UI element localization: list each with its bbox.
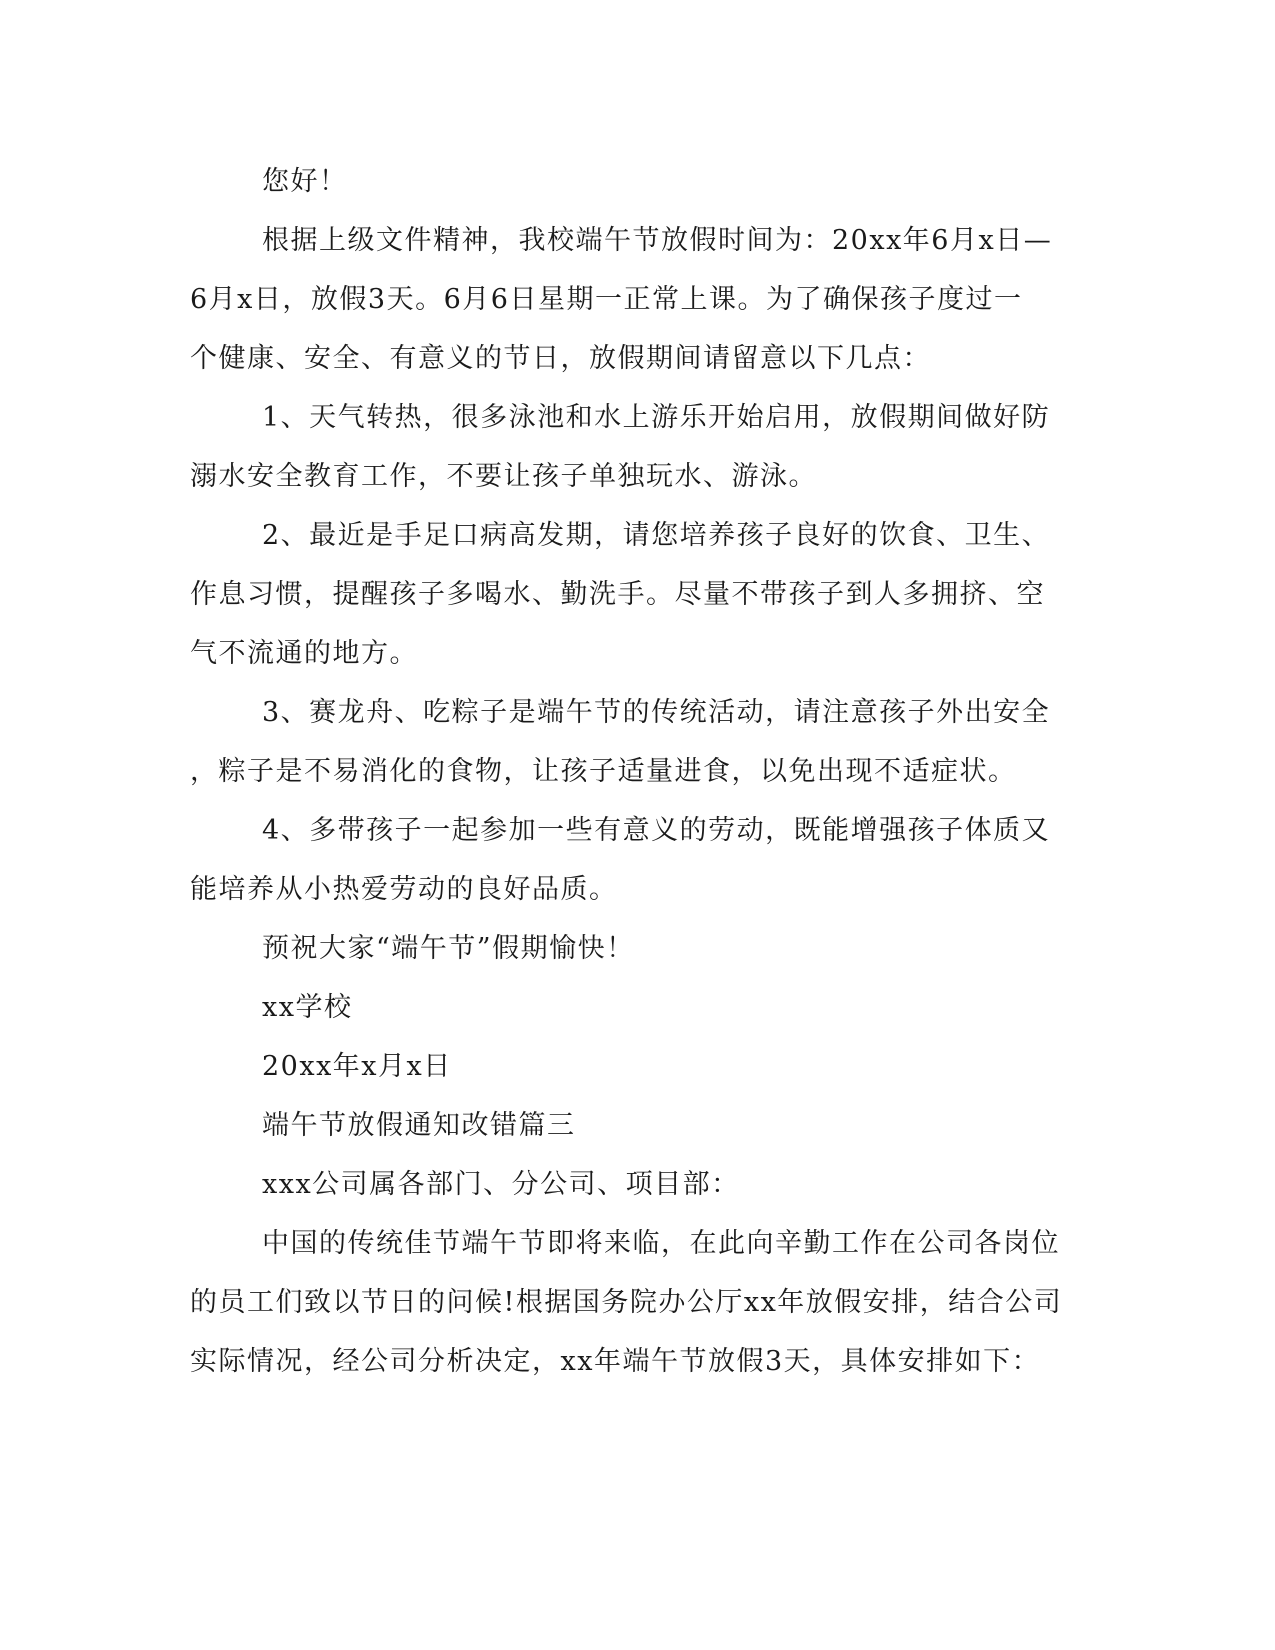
addressee: xxx公司属各部门、分公司、项目部： [262,1169,740,1200]
signature-school: xx学校 [262,992,353,1023]
section-heading: 端午节放假通知改错篇三 [262,1110,576,1141]
list-item-4-line: 4、多带孩子一起参加一些有意义的劳动，既能增强孩子体质又 [262,815,1051,846]
greeting: 您好！ [262,166,348,197]
paragraph-line: 中国的传统佳节端午节即将来临，在此向辛勤工作在公司各岗位 [262,1228,1060,1259]
paragraph-line: 实际情况，经公司分析决定，xx年端午节放假3天，具体安排如下： [190,1346,1041,1377]
signature-date: 20xx年x月x日 [262,1051,452,1082]
list-item-1-line: 溺水安全教育工作，不要让孩子单独玩水、游泳。 [190,461,817,492]
paragraph-line: 6月x日，放假3天。6月6日星期一正常上课。为了确保孩子度过一 [190,284,1023,315]
paragraph-line: 的员工们致以节日的问候!根据国务院办公厅xx年放假安排，结合公司 [190,1287,1063,1318]
list-item-3-line: ，粽子是不易消化的食物，让孩子适量进食，以免出现不适症状。 [190,756,1017,787]
paragraph-line: 根据上级文件精神，我校端午节放假时间为：20xx年6月x日— [262,225,1053,256]
closing-wish: 预祝大家“端午节”假期愉快！ [262,933,635,964]
list-item-2-line: 2、最近是手足口病高发期，请您培养孩子良好的饮食、卫生、 [262,520,1051,551]
list-item-1-line: 1、天气转热，很多泳池和水上游乐开始启用，放假期间做好防 [262,402,1051,433]
list-item-2-line: 气不流通的地方。 [190,638,418,669]
list-item-4-line: 能培养从小热爱劳动的良好品质。 [190,874,618,905]
list-item-2-line: 作息习惯，提醒孩子多喝水、勤洗手。尽量不带孩子到人多拥挤、空 [190,579,1045,610]
list-item-3-line: 3、赛龙舟、吃粽子是端午节的传统活动，请注意孩子外出安全 [262,697,1051,728]
paragraph-line: 个健康、安全、有意义的节日，放假期间请留意以下几点： [190,343,931,374]
